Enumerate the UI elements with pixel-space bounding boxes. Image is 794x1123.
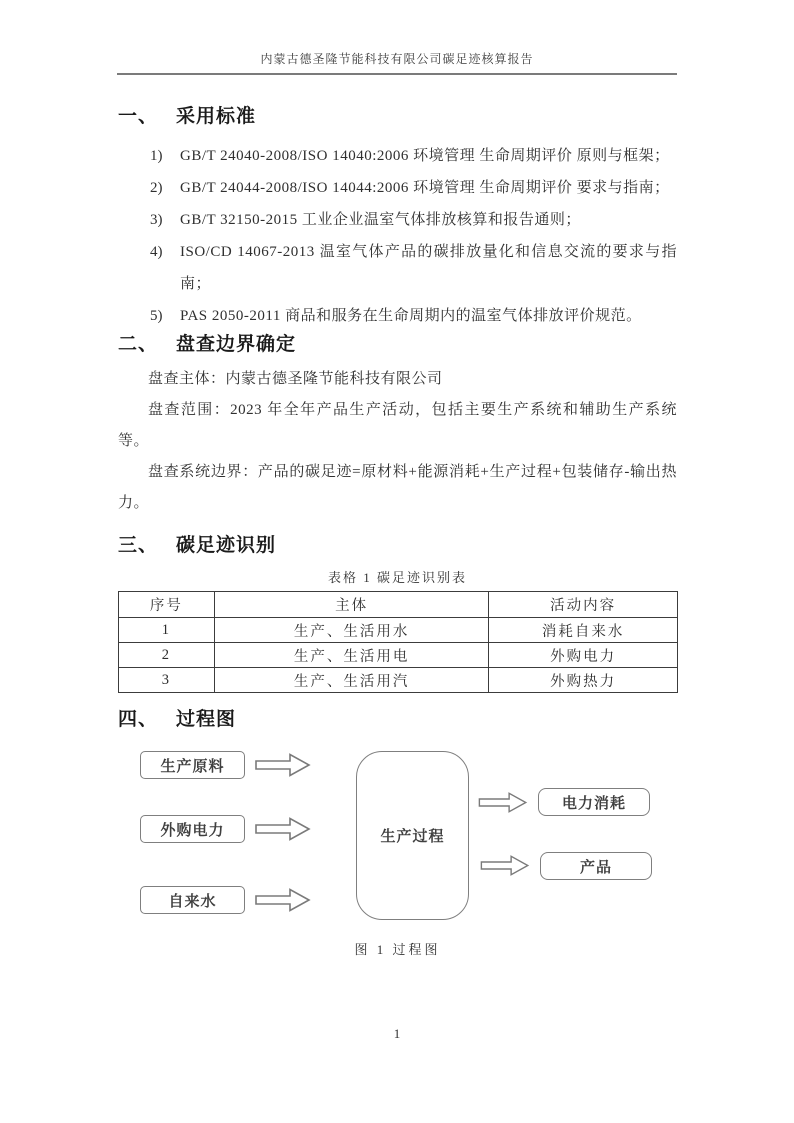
table-cell: 生产、生活用汽 bbox=[214, 668, 489, 693]
figure-caption: 图 1 过程图 bbox=[354, 942, 441, 957]
footprint-table bbox=[118, 591, 678, 693]
list-item-text: PAS 2050-2011 商品和服务在生命周期内的温室气体排放评价规范。 bbox=[180, 308, 642, 324]
table-cell: 3 bbox=[119, 668, 215, 693]
section-number: 四、 bbox=[118, 709, 159, 730]
table-row bbox=[119, 668, 678, 693]
section-title: 盘查边界确定 bbox=[176, 334, 297, 355]
section-title: 采用标准 bbox=[176, 106, 257, 127]
column-header: 活动内容 bbox=[489, 592, 678, 618]
list-item-text: GB/T 24040-2008/ISO 14040:2006 环境管理 生命周期评价 原则与框架； bbox=[180, 148, 670, 164]
list-item-marker: 2) bbox=[150, 180, 163, 196]
paragraph: 盘查范围：2023 年全年产品生产活动，包括主要生产系统和辅助生产系统等。 bbox=[118, 402, 677, 449]
list-item-text: ISO/CD 14067-2013 温室气体产品的碳排放量化和信息交流的要求与指南； bbox=[180, 244, 677, 292]
paragraph: 盘查主体：内蒙古德圣隆节能科技有限公司 bbox=[148, 371, 443, 387]
boundary-paragraphs bbox=[118, 364, 677, 519]
flow-arrow-icon bbox=[478, 792, 528, 813]
table-cell: 1 bbox=[119, 618, 215, 643]
list-item bbox=[118, 204, 677, 236]
section-title: 碳足迹识别 bbox=[176, 535, 277, 556]
section-number: 一、 bbox=[118, 106, 159, 127]
table-cell: 外购热力 bbox=[489, 668, 678, 693]
list-item bbox=[118, 236, 677, 300]
list-item bbox=[118, 300, 677, 332]
flow-arrow-icon bbox=[255, 817, 311, 841]
document-content bbox=[118, 90, 677, 958]
header-title: 内蒙古德圣隆节能科技有限公司碳足迹核算报告 bbox=[117, 50, 677, 75]
flow-arrow-icon bbox=[255, 888, 311, 912]
table-row bbox=[119, 643, 678, 668]
paragraph: 盘查系统边界：产品的碳足迹=原材料+能源消耗+生产过程+包装储存-输出热力。 bbox=[118, 464, 677, 511]
table-cell: 外购电力 bbox=[489, 643, 678, 668]
table-caption: 表格 1 碳足迹识别表 bbox=[327, 570, 467, 585]
section-number: 三、 bbox=[118, 535, 159, 556]
list-item-marker: 1) bbox=[150, 148, 163, 164]
list-item-marker: 5) bbox=[150, 308, 163, 324]
section-heading-process bbox=[118, 707, 677, 733]
table-cell: 2 bbox=[119, 643, 215, 668]
table-header-row bbox=[119, 592, 678, 618]
table-cell: 生产、生活用电 bbox=[214, 643, 489, 668]
table-row bbox=[119, 618, 678, 643]
table-cell: 生产、生活用水 bbox=[214, 618, 489, 643]
diagram-input-box: 生产原料 bbox=[140, 751, 245, 779]
diagram-process-box: 生产过程 bbox=[356, 751, 469, 920]
list-item bbox=[118, 140, 677, 172]
list-item-text: GB/T 32150-2015 工业企业温室气体排放核算和报告通则； bbox=[180, 212, 581, 228]
list-item-marker: 3) bbox=[150, 212, 163, 228]
diagram-input-box: 外购电力 bbox=[140, 815, 245, 843]
section-title: 过程图 bbox=[176, 709, 237, 730]
list-item-text: GB/T 24044-2008/ISO 14044:2006 环境管理 生命周期评价 要求与指南； bbox=[180, 180, 670, 196]
page-number: 1 bbox=[393, 1026, 401, 1041]
list-item-marker: 4) bbox=[150, 244, 163, 260]
table-cell: 消耗自来水 bbox=[489, 618, 678, 643]
section-heading-boundary bbox=[118, 332, 677, 358]
column-header: 序号 bbox=[119, 592, 215, 618]
process-diagram bbox=[118, 743, 677, 921]
section-heading-identification bbox=[118, 533, 677, 559]
flow-arrow-icon bbox=[255, 753, 311, 777]
diagram-output-box: 电力消耗 bbox=[538, 788, 650, 816]
section-number: 二、 bbox=[118, 334, 159, 355]
diagram-input-box: 自来水 bbox=[140, 886, 245, 914]
column-header: 主体 bbox=[214, 592, 489, 618]
diagram-output-box: 产品 bbox=[540, 852, 652, 880]
standards-list bbox=[118, 140, 677, 332]
flow-arrow-icon bbox=[480, 855, 530, 876]
list-item bbox=[118, 172, 677, 204]
section-heading-standards bbox=[118, 104, 677, 130]
